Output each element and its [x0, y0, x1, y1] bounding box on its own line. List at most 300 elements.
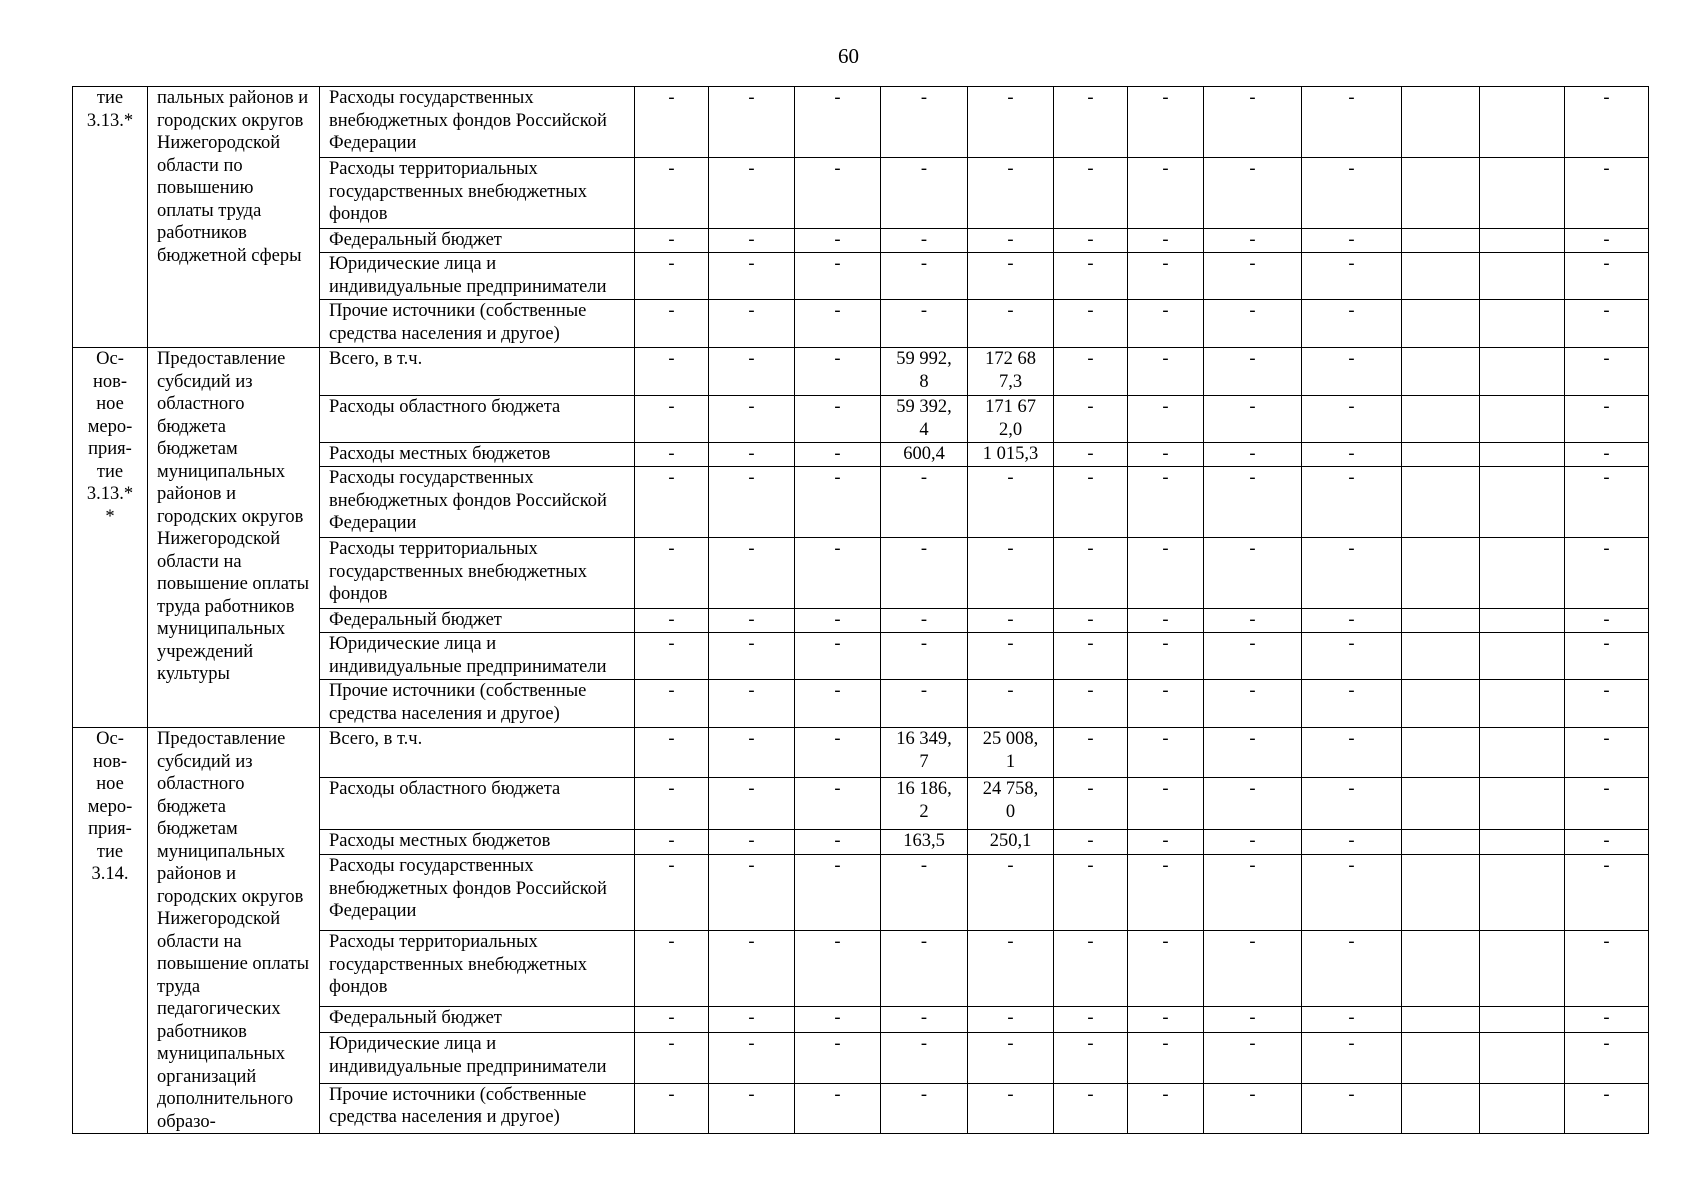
cell-value: -	[1162, 230, 1169, 250]
value-cell	[635, 1083, 709, 1133]
cell-value: -	[1603, 681, 1610, 701]
cell-value: -	[920, 301, 928, 321]
value-cell	[1565, 443, 1649, 467]
value-cell	[709, 1083, 795, 1133]
cell-value: -	[920, 468, 928, 488]
value-cell	[1480, 633, 1565, 680]
value-cell	[881, 609, 968, 633]
cell-value: -	[1603, 634, 1610, 654]
cell-value: -	[1087, 1084, 1094, 1105]
cell-value: -	[1249, 88, 1256, 108]
value-cell	[709, 300, 795, 348]
cell-value: -	[668, 729, 675, 749]
cell-value: -	[1087, 856, 1094, 877]
cell-value: 25 008, 1	[982, 729, 1039, 772]
value-cell	[1054, 229, 1128, 253]
value-cell	[635, 1033, 709, 1083]
cell-value: -	[668, 349, 675, 369]
cell-value: -	[748, 932, 755, 953]
cell-value: -	[748, 1084, 755, 1105]
cell-value: -	[1603, 932, 1610, 953]
value-cell	[881, 300, 968, 348]
cell-value: -	[668, 397, 675, 417]
cell-value: -	[1007, 88, 1014, 108]
cell-value: -	[1007, 230, 1014, 250]
value-cell	[968, 931, 1054, 1007]
value-cell	[1054, 467, 1128, 538]
value-cell	[881, 396, 968, 443]
cell-value: -	[748, 681, 755, 701]
cell-value: -	[920, 230, 928, 250]
value-cell	[1128, 467, 1204, 538]
value-cell	[1402, 829, 1480, 854]
funding-source: Расходы территориальных государственных внебюджетных фондов	[329, 932, 587, 998]
value-cell	[1128, 300, 1204, 348]
cell-value: -	[834, 932, 841, 953]
activity-code: тие 3.13.*	[86, 88, 134, 131]
cell-value: -	[1007, 1034, 1014, 1055]
cell-value: -	[1249, 444, 1256, 464]
value-cell	[1302, 855, 1402, 931]
value-cell	[881, 87, 968, 158]
value-cell	[1565, 633, 1649, 680]
value-cell	[635, 855, 709, 931]
page-number: 60	[838, 44, 859, 68]
value-cell	[709, 467, 795, 538]
cell-value: 59 992, 8	[896, 349, 952, 392]
cell-value: -	[1603, 729, 1610, 749]
cell-value: -	[1348, 444, 1355, 464]
cell-value: -	[1162, 634, 1169, 654]
value-cell	[1054, 778, 1128, 829]
value-cell	[1054, 1007, 1128, 1033]
value-cell	[881, 1033, 968, 1083]
value-cell	[1402, 1083, 1480, 1133]
value-cell	[1302, 609, 1402, 633]
value-cell	[1565, 229, 1649, 253]
funding-source-cell	[320, 253, 635, 300]
cell-value: -	[1348, 856, 1355, 877]
value-cell	[1128, 538, 1204, 609]
funding-source: Юридические лица и индивидуальные предприниматели	[329, 254, 607, 297]
value-cell	[635, 538, 709, 609]
cell-value: -	[1603, 88, 1610, 108]
cell-value: -	[1007, 539, 1014, 559]
value-cell	[635, 1007, 709, 1033]
value-cell	[1402, 158, 1480, 229]
cell-value: -	[1249, 254, 1256, 274]
funding-source-cell	[320, 931, 635, 1007]
cell-value: -	[920, 254, 928, 274]
funding-source-cell	[320, 855, 635, 931]
cell-value: -	[1249, 1084, 1256, 1105]
value-cell	[1302, 1083, 1402, 1133]
cell-value: 16 349, 7	[896, 729, 952, 772]
value-cell	[1302, 253, 1402, 300]
value-cell	[709, 396, 795, 443]
cell-value: -	[668, 1008, 675, 1029]
cell-value: -	[920, 856, 928, 877]
cell-value: -	[1348, 159, 1355, 179]
value-cell	[1565, 1083, 1649, 1133]
cell-value: -	[1348, 1084, 1355, 1105]
value-cell	[1480, 1007, 1565, 1033]
cell-value: -	[748, 254, 755, 274]
cell-value: -	[1348, 468, 1355, 488]
cell-value: -	[1603, 230, 1610, 250]
cell-value: -	[1162, 349, 1169, 369]
cell-value: -	[1603, 830, 1610, 851]
value-cell	[968, 253, 1054, 300]
cell-value: -	[834, 1034, 841, 1055]
funding-source: Всего, в т.ч.	[329, 729, 423, 749]
cell-value: -	[1348, 88, 1355, 108]
value-cell	[1565, 931, 1649, 1007]
cell-value: -	[920, 932, 928, 953]
value-cell	[709, 931, 795, 1007]
value-cell	[635, 467, 709, 538]
value-cell	[795, 87, 881, 158]
activity-name: Предоставление субсидий из областного бюджета бюджетам муниципальных районов и городских округов Нижегородской области на повышение оплаты труда работников муниципальных учреждений культуры	[157, 349, 310, 684]
cell-value: -	[1162, 830, 1169, 851]
cell-value: -	[1162, 932, 1169, 953]
value-cell	[795, 633, 881, 680]
cell-value: -	[748, 230, 755, 250]
value-cell	[1565, 300, 1649, 348]
value-cell	[1054, 680, 1128, 728]
cell-value: -	[748, 349, 755, 369]
value-cell	[968, 855, 1054, 931]
funding-source: Расходы местных бюджетов	[329, 830, 551, 851]
cell-value: -	[834, 468, 841, 488]
value-cell	[881, 538, 968, 609]
cell-value: -	[748, 539, 755, 559]
funding-source-cell	[320, 443, 635, 467]
value-cell	[1204, 855, 1302, 931]
table-row	[73, 87, 1649, 158]
value-cell	[1480, 443, 1565, 467]
value-cell	[1402, 443, 1480, 467]
cell-value: -	[748, 856, 755, 877]
value-cell	[709, 1033, 795, 1083]
value-cell	[1302, 300, 1402, 348]
cell-value: -	[1087, 301, 1094, 321]
cell-value: -	[1007, 468, 1014, 488]
value-cell	[635, 300, 709, 348]
value-cell	[1204, 467, 1302, 538]
value-cell	[1480, 855, 1565, 931]
cell-value: -	[1162, 1034, 1169, 1055]
cell-value: -	[1348, 610, 1355, 630]
activity-name-cell	[148, 87, 320, 348]
cell-value: -	[1162, 1084, 1169, 1105]
value-cell	[881, 778, 968, 829]
cell-value: -	[1162, 681, 1169, 701]
value-cell	[1054, 728, 1128, 778]
value-cell	[1054, 633, 1128, 680]
cell-value: -	[1162, 159, 1169, 179]
value-cell	[968, 443, 1054, 467]
cell-value: -	[1249, 634, 1256, 654]
funding-source-cell	[320, 728, 635, 778]
cell-value: -	[1087, 1008, 1094, 1029]
funding-source-cell	[320, 87, 635, 158]
value-cell	[1054, 609, 1128, 633]
cell-value: 171 67 2,0	[985, 397, 1036, 440]
funding-source-cell	[320, 633, 635, 680]
cell-value: 163,5	[903, 830, 945, 851]
cell-value: -	[1603, 301, 1610, 321]
value-cell	[1402, 609, 1480, 633]
cell-value: -	[834, 634, 841, 654]
cell-value: -	[668, 681, 675, 701]
value-cell	[795, 609, 881, 633]
cell-value: -	[1348, 729, 1355, 749]
value-cell	[1128, 348, 1204, 396]
value-cell	[1402, 728, 1480, 778]
value-cell	[968, 300, 1054, 348]
value-cell	[968, 1007, 1054, 1033]
cell-value: -	[748, 468, 755, 488]
activity-code: Ос- нов- ное меро- прия- тие 3.13.* *	[86, 349, 134, 527]
value-cell	[635, 633, 709, 680]
value-cell	[1565, 855, 1649, 931]
value-cell	[1302, 348, 1402, 396]
value-cell	[1302, 633, 1402, 680]
value-cell	[795, 931, 881, 1007]
funding-source-cell	[320, 467, 635, 538]
value-cell	[635, 778, 709, 829]
cell-value: -	[748, 729, 755, 749]
cell-value: -	[1087, 468, 1094, 488]
funding-source: Расходы государственных внебюджетных фондов Российской Федерации	[329, 856, 607, 922]
value-cell	[709, 633, 795, 680]
value-cell	[1565, 348, 1649, 396]
cell-value: -	[1603, 468, 1610, 488]
cell-value: -	[668, 230, 675, 250]
funding-source: Расходы областного бюджета	[329, 779, 561, 800]
cell-value: -	[1162, 539, 1169, 559]
cell-value: -	[748, 610, 755, 630]
value-cell	[1204, 538, 1302, 609]
value-cell	[795, 1033, 881, 1083]
value-cell	[968, 633, 1054, 680]
value-cell	[1302, 778, 1402, 829]
value-cell	[1128, 778, 1204, 829]
value-cell	[1480, 931, 1565, 1007]
value-cell	[1402, 229, 1480, 253]
value-cell	[1565, 1033, 1649, 1083]
value-cell	[881, 348, 968, 396]
value-cell	[881, 1083, 968, 1133]
cell-value: -	[1007, 301, 1014, 321]
value-cell	[1128, 229, 1204, 253]
funding-source-cell	[320, 538, 635, 609]
value-cell	[795, 229, 881, 253]
value-cell	[1128, 609, 1204, 633]
cell-value: -	[1249, 1008, 1256, 1029]
value-cell	[968, 467, 1054, 538]
cell-value: -	[1087, 254, 1094, 274]
cell-value: -	[1087, 830, 1094, 851]
cell-value: -	[1348, 830, 1355, 851]
funding-source-cell	[320, 229, 635, 253]
activity-name-cell	[148, 728, 320, 1134]
funding-source-cell	[320, 680, 635, 728]
value-cell	[1204, 829, 1302, 854]
value-cell	[795, 158, 881, 229]
activity-code-cell	[73, 87, 148, 348]
cell-value: -	[1603, 1084, 1610, 1105]
value-cell	[1128, 443, 1204, 467]
funding-source: Юридические лица и индивидуальные предприниматели	[329, 634, 607, 677]
value-cell	[795, 467, 881, 538]
cell-value: -	[834, 1084, 841, 1105]
cell-value: -	[748, 779, 755, 800]
cell-value: -	[1007, 159, 1014, 179]
value-cell	[1480, 1033, 1565, 1083]
cell-value: -	[834, 230, 841, 250]
table-row	[73, 728, 1649, 778]
cell-value: -	[1249, 932, 1256, 953]
value-cell	[709, 680, 795, 728]
cell-value: -	[1348, 301, 1355, 321]
cell-value: -	[668, 444, 675, 464]
cell-value: -	[668, 88, 675, 108]
cell-value: -	[920, 634, 928, 654]
cell-value: -	[1007, 681, 1014, 701]
value-cell	[968, 680, 1054, 728]
value-cell	[635, 253, 709, 300]
value-cell	[1054, 87, 1128, 158]
value-cell	[968, 728, 1054, 778]
cell-value: -	[1348, 1034, 1355, 1055]
cell-value: -	[668, 856, 675, 877]
cell-value: -	[1087, 159, 1094, 179]
value-cell	[795, 829, 881, 854]
value-cell	[1054, 300, 1128, 348]
value-cell	[1480, 300, 1565, 348]
value-cell	[1204, 1033, 1302, 1083]
value-cell	[1128, 87, 1204, 158]
cell-value: -	[668, 254, 675, 274]
value-cell	[709, 829, 795, 854]
value-cell	[881, 229, 968, 253]
cell-value: -	[748, 1034, 755, 1055]
value-cell	[1480, 728, 1565, 778]
funding-source: Расходы территориальных государственных внебюджетных фондов	[329, 539, 587, 604]
cell-value: -	[1162, 301, 1169, 321]
value-cell	[1565, 680, 1649, 728]
cell-value: -	[1249, 610, 1256, 630]
value-cell	[709, 538, 795, 609]
value-cell	[709, 855, 795, 931]
value-cell	[795, 253, 881, 300]
cell-value: -	[834, 681, 841, 701]
cell-value: 172 68 7,3	[985, 349, 1036, 392]
cell-value: -	[920, 539, 928, 559]
value-cell	[635, 728, 709, 778]
cell-value: -	[920, 1034, 928, 1055]
value-cell	[1204, 158, 1302, 229]
value-cell	[1204, 1083, 1302, 1133]
cell-value: -	[1087, 932, 1094, 953]
activity-name: Предоставление субсидий из областного бюджета бюджетам муниципальных районов и городских округов Нижегородской области на повышение оплаты труда педагогических работников муниципальных организаций дополнительного образо-	[157, 729, 310, 1132]
funding-source: Прочие источники (собственные средства населения и другое)	[329, 681, 587, 724]
value-cell	[1204, 680, 1302, 728]
cell-value: -	[668, 1084, 675, 1105]
cell-value: -	[668, 830, 675, 851]
cell-value: -	[1249, 159, 1256, 179]
cell-value: -	[1087, 729, 1094, 749]
value-cell	[968, 1083, 1054, 1133]
cell-value: -	[1087, 779, 1094, 800]
value-cell	[968, 229, 1054, 253]
funding-source: Федеральный бюджет	[329, 610, 502, 630]
cell-value: -	[1603, 444, 1610, 464]
funding-source: Расходы местных бюджетов	[329, 444, 551, 464]
value-cell	[1054, 158, 1128, 229]
value-cell	[1480, 158, 1565, 229]
value-cell	[881, 467, 968, 538]
cell-value: -	[1348, 349, 1355, 369]
value-cell	[1128, 633, 1204, 680]
cell-value: -	[1087, 444, 1094, 464]
cell-value: -	[834, 397, 841, 417]
value-cell	[1480, 680, 1565, 728]
value-cell	[1480, 467, 1565, 538]
value-cell	[1128, 728, 1204, 778]
funding-source-cell	[320, 348, 635, 396]
value-cell	[1565, 158, 1649, 229]
cell-value: -	[1162, 610, 1169, 630]
value-cell	[635, 229, 709, 253]
value-cell	[968, 778, 1054, 829]
cell-value: -	[1007, 1008, 1014, 1029]
cell-value: -	[748, 301, 755, 321]
cell-value: -	[668, 159, 675, 179]
cell-value: -	[748, 88, 755, 108]
cell-value: -	[1603, 254, 1610, 274]
value-cell	[881, 728, 968, 778]
value-cell	[968, 609, 1054, 633]
value-cell	[881, 158, 968, 229]
value-cell	[1302, 1007, 1402, 1033]
cell-value: -	[1007, 856, 1014, 877]
cell-value: -	[1603, 159, 1610, 179]
cell-value: -	[1087, 230, 1094, 250]
value-cell	[1128, 396, 1204, 443]
cell-value: -	[1249, 681, 1256, 701]
cell-value: -	[1162, 1008, 1169, 1029]
cell-value: -	[1007, 254, 1014, 274]
funding-source-cell	[320, 829, 635, 854]
value-cell	[1480, 87, 1565, 158]
cell-value: -	[1603, 856, 1610, 877]
value-cell	[1204, 229, 1302, 253]
value-cell	[968, 348, 1054, 396]
cell-value: 600,4	[903, 444, 945, 464]
cell-value: -	[668, 301, 675, 321]
value-cell	[1204, 1007, 1302, 1033]
value-cell	[1054, 396, 1128, 443]
value-cell	[968, 87, 1054, 158]
value-cell	[709, 253, 795, 300]
cell-value: -	[1249, 779, 1256, 800]
cell-value: -	[1603, 349, 1610, 369]
value-cell	[635, 680, 709, 728]
value-cell	[1480, 396, 1565, 443]
